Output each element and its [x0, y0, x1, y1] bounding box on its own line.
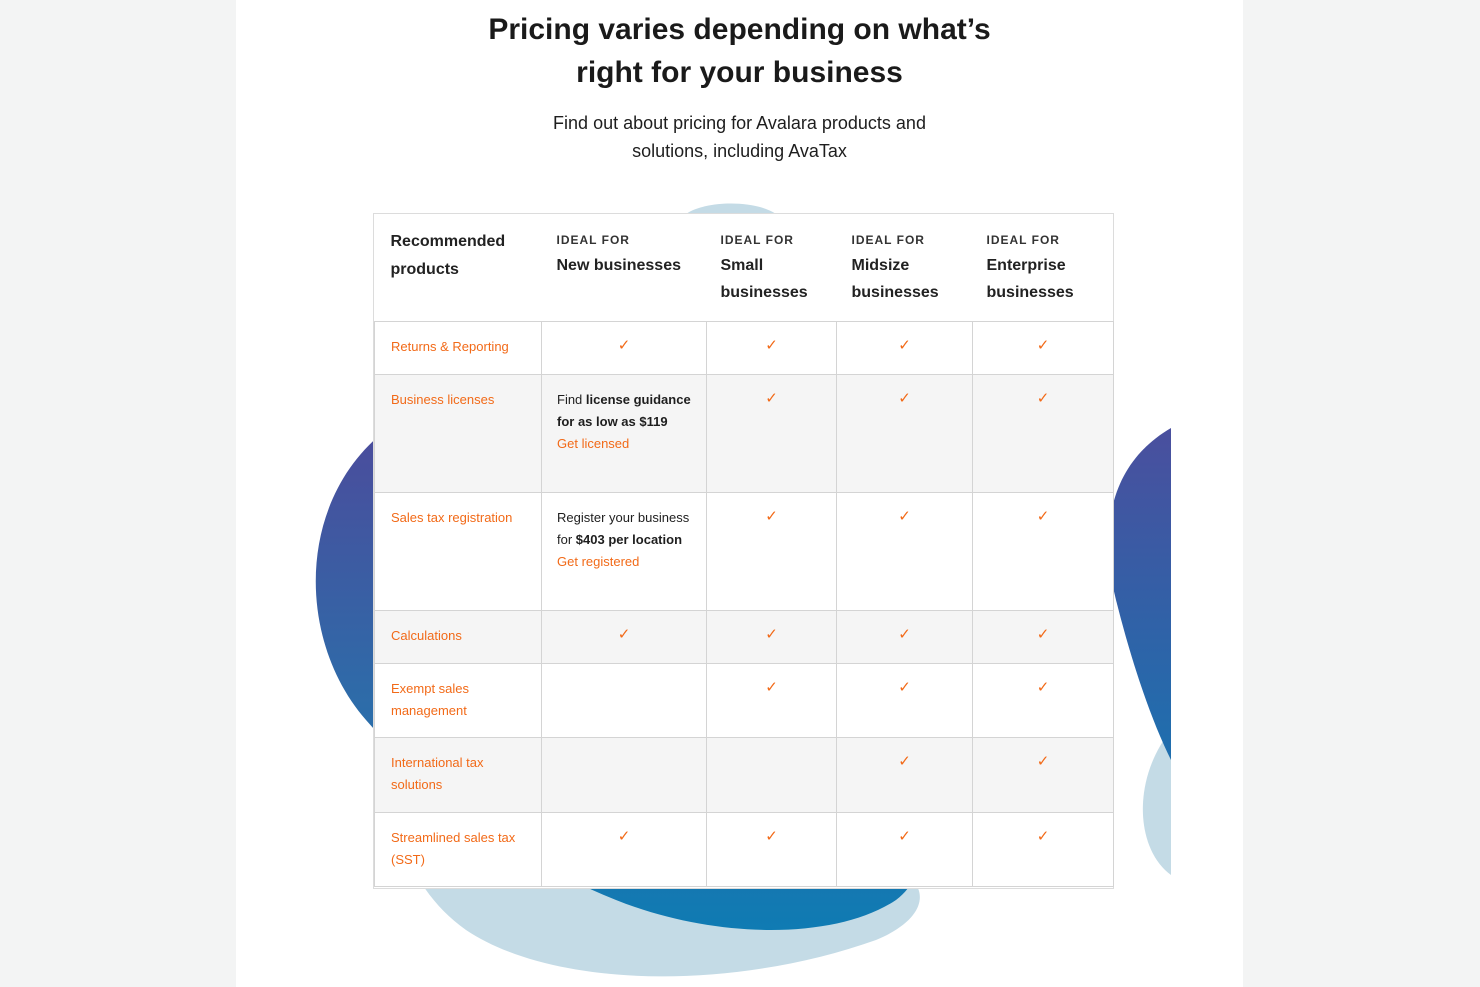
header-small-businesses — [707, 214, 837, 322]
header-enterprise-businesses — [973, 214, 1114, 322]
feature-label-line-1: International tax — [391, 755, 484, 770]
check-icon: ✓ — [898, 508, 911, 525]
segment-label-line-1: Midsize — [851, 257, 910, 274]
header-new-businesses — [542, 214, 707, 322]
page-subtitle-line-2: solutions, including AvaTax — [632, 141, 847, 161]
page-subtitle — [236, 109, 1243, 165]
feature-exempt-sales-link[interactable] — [375, 664, 541, 722]
ideal-for-label: IDEAL FOR — [556, 233, 630, 247]
light-blob-right — [1143, 730, 1171, 875]
check-icon: ✓ — [898, 626, 911, 643]
segment-label — [987, 252, 1114, 306]
header-midsize-businesses — [837, 214, 973, 322]
page-title-line-2: right for your business — [576, 56, 903, 89]
check-icon: ✓ — [765, 390, 778, 407]
check-icon: ✓ — [898, 828, 911, 845]
header-recommended-products — [375, 214, 542, 322]
get-registered-link[interactable]: Get registered — [557, 554, 640, 569]
info-text: Register your business for — [557, 510, 690, 547]
check-icon: ✓ — [898, 390, 911, 407]
feature-streamlined-sales-tax-link[interactable] — [375, 813, 541, 871]
table-row — [375, 813, 1114, 887]
segment-label — [721, 252, 837, 306]
check-icon: ✓ — [617, 337, 631, 354]
segment-label-line-2: businesses — [986, 284, 1074, 301]
ideal-for-label: IDEAL FOR — [851, 233, 925, 247]
feature-label-line-2: management — [391, 703, 467, 718]
feature-returns-reporting-link[interactable]: Returns & Reporting — [391, 339, 509, 354]
table-row — [375, 493, 1114, 611]
check-icon: ✓ — [898, 337, 911, 354]
segment-label-line-1: Small — [720, 257, 764, 274]
feature-business-licenses-link[interactable]: Business licenses — [391, 392, 495, 407]
page-title-line-1: Pricing varies depending on what’s — [488, 13, 991, 46]
feature-sales-tax-registration-link[interactable]: Sales tax registration — [391, 510, 513, 525]
check-icon: ✓ — [1036, 508, 1050, 525]
table-row — [375, 664, 1114, 738]
info-highlight: $403 per location — [575, 532, 683, 547]
segment-label: New businesses — [556, 257, 681, 274]
feature-label-line-2: (SST) — [391, 852, 425, 867]
pricing-comparison-table — [374, 214, 1113, 888]
check-icon: ✓ — [617, 828, 631, 845]
table-row — [375, 375, 1114, 493]
check-icon: ✓ — [1036, 626, 1050, 643]
check-icon: ✓ — [765, 828, 778, 845]
business-licenses-new-info — [542, 375, 706, 455]
check-icon: ✓ — [1036, 337, 1050, 354]
ideal-for-label: IDEAL FOR — [720, 233, 794, 247]
segment-label-line-1: Enterprise — [986, 257, 1066, 274]
check-icon: ✓ — [765, 508, 778, 525]
segment-label-line-2: businesses — [720, 284, 808, 301]
check-icon: ✓ — [1036, 753, 1050, 770]
feature-label-line-2: solutions — [391, 777, 443, 792]
get-licensed-link[interactable]: Get licensed — [557, 436, 630, 451]
feature-international-tax-link[interactable] — [375, 738, 541, 796]
dark-blob-right — [1108, 428, 1171, 760]
page-subtitle-line-1: Find out about pricing for Avalara products and — [553, 113, 926, 133]
header-recommended-label-2: products — [390, 261, 459, 278]
check-icon: ✓ — [765, 337, 778, 354]
check-icon: ✓ — [765, 679, 778, 696]
table-row — [375, 611, 1114, 664]
ideal-for-label: IDEAL FOR — [986, 233, 1060, 247]
page-content — [236, 0, 1243, 987]
check-icon: ✓ — [765, 626, 778, 643]
check-icon: ✓ — [1036, 828, 1050, 845]
feature-label-line-1: Exempt sales — [391, 681, 470, 696]
check-icon: ✓ — [898, 753, 911, 770]
feature-label-line-1: Streamlined sales tax — [391, 830, 516, 845]
light-blob-top — [686, 204, 776, 215]
table-row — [375, 322, 1114, 375]
info-text: Find — [557, 392, 586, 407]
header-recommended-label-1: Recommended — [390, 233, 506, 250]
segment-label — [852, 252, 973, 306]
page-title — [236, 8, 1243, 94]
check-icon: ✓ — [898, 679, 911, 696]
table-row — [375, 738, 1114, 813]
feature-calculations-link[interactable]: Calculations — [391, 628, 462, 643]
check-icon: ✓ — [1036, 390, 1050, 407]
info-highlight: license guidance for as low as $119 — [557, 392, 691, 429]
check-icon: ✓ — [1036, 679, 1050, 696]
table-header-row — [375, 214, 1114, 322]
segment-label-line-2: businesses — [851, 284, 939, 301]
sales-tax-registration-new-info — [542, 493, 706, 573]
check-icon: ✓ — [617, 626, 631, 643]
